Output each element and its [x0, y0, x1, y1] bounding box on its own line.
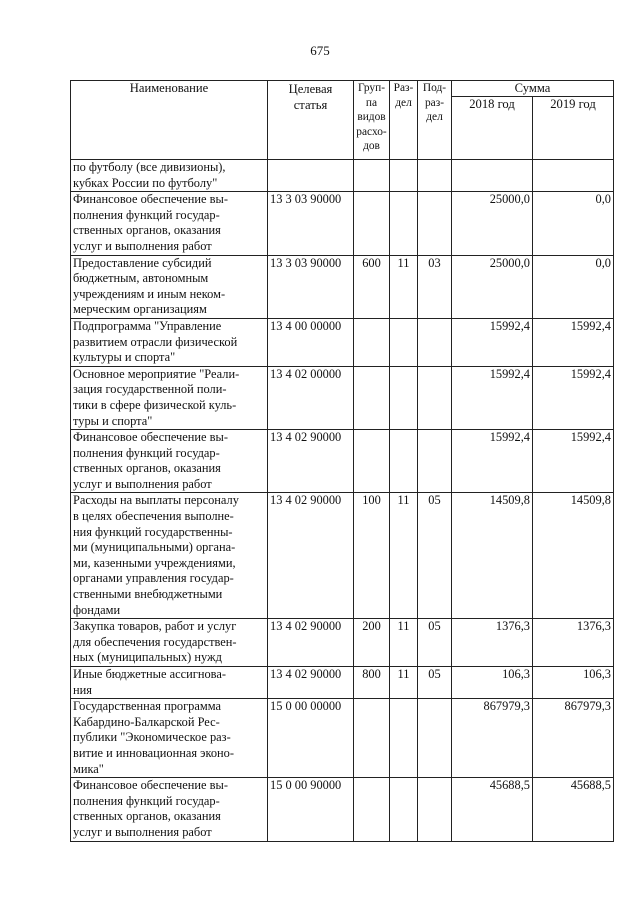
row-name-line: по футболу (все дивизионы), [73, 160, 226, 174]
row-sum-2019: 867979,3 [533, 699, 614, 778]
row-name-line: Финансовое обеспечение вы- [73, 192, 228, 207]
row-name-line: ми, казенными учреждениями, [73, 555, 236, 570]
row-target-code: 15 0 00 00000 [268, 699, 354, 778]
row-sum-2018: 867979,3 [452, 699, 533, 778]
row-sum-2018: 15992,4 [452, 318, 533, 366]
header-name: Наименование [71, 81, 268, 160]
row-expense-group: 800 [354, 667, 390, 699]
row-section [390, 192, 418, 255]
row-subsection: 03 [418, 255, 452, 318]
table-row [71, 366, 614, 429]
table-row [71, 699, 614, 778]
row-sum-2019 [533, 160, 614, 192]
row-expense-group [354, 778, 390, 841]
row-name-line: органами управления государ- [73, 571, 234, 586]
row-expense-group [354, 160, 390, 192]
row-sum-2019: 0,0 [533, 192, 614, 255]
row-name-line: Расходы на выплаты персоналу [73, 493, 239, 508]
row-name [71, 667, 268, 699]
row-name-line: Кабардино-Балкарской Рес- [73, 714, 220, 729]
row-name-line: ных (муниципальных) нужд [73, 650, 222, 665]
row-target-code: 13 4 02 00000 [268, 366, 354, 429]
row-name-line: Государственная программа [73, 699, 221, 714]
row-expense-group: 600 [354, 255, 390, 318]
row-expense-group [354, 430, 390, 493]
row-name-line: бюджетным, автономным [73, 271, 209, 286]
row-name [71, 699, 268, 778]
row-name [71, 778, 268, 841]
row-subsection: 05 [418, 493, 452, 619]
row-name-line: ния [73, 682, 92, 697]
row-name [71, 493, 268, 619]
row-target-code: 13 4 02 90000 [268, 619, 354, 667]
row-name-line: публики "Экономическое раз- [73, 730, 231, 745]
row-subsection [418, 192, 452, 255]
row-name-line: Финансовое обеспечение вы- [73, 430, 228, 445]
row-name-line: Иные бюджетные ассигнова- [73, 667, 226, 681]
header-year-2019: 2019 год [533, 97, 614, 160]
row-name-line: витие и инновационная эконо- [73, 745, 234, 760]
row-sum-2019: 1376,3 [533, 619, 614, 667]
row-sum-2018: 1376,3 [452, 619, 533, 667]
row-sum-2019: 15992,4 [533, 430, 614, 493]
table-row [71, 318, 614, 366]
row-section: 11 [390, 255, 418, 318]
row-section: 11 [390, 619, 418, 667]
row-name-line: ми (муниципальными) органа- [73, 540, 236, 555]
row-expense-group [354, 699, 390, 778]
header-year-2018: 2018 год [452, 97, 533, 160]
row-sum-2018: 25000,0 [452, 192, 533, 255]
row-name-line: ственных органов, оказания [73, 223, 221, 238]
row-sum-2019: 14509,8 [533, 493, 614, 619]
header-target: Целевая статья [268, 81, 354, 160]
row-section: 11 [390, 493, 418, 619]
row-name-line: фондами [73, 602, 121, 617]
row-name-line: туры и спорта" [73, 413, 153, 428]
page-number: 675 [310, 43, 330, 58]
row-expense-group: 100 [354, 493, 390, 619]
row-name-line: ния функций государственны- [73, 524, 233, 539]
row-subsection: 05 [418, 667, 452, 699]
row-name-line: ственных органов, оказания [73, 461, 221, 476]
row-name [71, 430, 268, 493]
row-name-line: кубках России по футболу" [73, 175, 218, 190]
header-subsection: Под- раз- дел [418, 81, 452, 160]
row-section [390, 366, 418, 429]
table-row [71, 778, 614, 841]
budget-table [70, 80, 614, 842]
row-sum-2018: 106,3 [452, 667, 533, 699]
row-name-line: культуры и спорта" [73, 350, 176, 365]
row-subsection [418, 318, 452, 366]
row-sum-2018: 15992,4 [452, 430, 533, 493]
row-name-line: мика" [73, 761, 104, 776]
header-sum: Сумма [452, 81, 614, 97]
row-target-code: 13 4 02 90000 [268, 667, 354, 699]
row-name-line: мерческим организациям [73, 302, 207, 317]
row-target-code: 13 4 02 90000 [268, 430, 354, 493]
table-row [71, 667, 614, 699]
row-sum-2018: 14509,8 [452, 493, 533, 619]
row-section [390, 430, 418, 493]
row-target-code [268, 160, 354, 192]
row-subsection [418, 366, 452, 429]
row-sum-2018: 45688,5 [452, 778, 533, 841]
table-body [71, 160, 614, 842]
row-name [71, 318, 268, 366]
row-name [71, 192, 268, 255]
header-expense-group: Груп- па видов расхо- дов [354, 81, 390, 160]
row-name-line: развитием отрасли физической [73, 334, 238, 349]
row-name-line: Финансовое обеспечение вы- [73, 778, 228, 793]
row-sum-2018: 15992,4 [452, 366, 533, 429]
header-section: Раз- дел [390, 81, 418, 160]
row-name-line: тики в сфере физической куль- [73, 397, 237, 412]
row-expense-group [354, 192, 390, 255]
row-subsection: 05 [418, 619, 452, 667]
row-name [71, 366, 268, 429]
row-name-line: полнения функций государ- [73, 445, 220, 460]
row-sum-2018: 25000,0 [452, 255, 533, 318]
row-target-code: 13 4 00 00000 [268, 318, 354, 366]
row-target-code: 13 3 03 90000 [268, 255, 354, 318]
row-name-line: для обеспечения государствен- [73, 634, 237, 649]
row-name [71, 619, 268, 667]
row-name-line: полнения функций государ- [73, 207, 220, 222]
row-sum-2019: 45688,5 [533, 778, 614, 841]
row-name-line: услуг и выполнения работ [73, 476, 212, 491]
row-expense-group [354, 366, 390, 429]
row-section: 11 [390, 667, 418, 699]
row-name [71, 160, 268, 192]
row-section [390, 160, 418, 192]
row-sum-2019: 15992,4 [533, 318, 614, 366]
table-row [71, 493, 614, 619]
row-name-line: ственными внебюджетными [73, 587, 223, 602]
row-name-line: услуг и выполнения работ [73, 824, 212, 839]
row-sum-2019: 0,0 [533, 255, 614, 318]
row-target-code: 15 0 00 90000 [268, 778, 354, 841]
row-name [71, 255, 268, 318]
row-expense-group: 200 [354, 619, 390, 667]
row-name-line: услуг и выполнения работ [73, 238, 212, 253]
row-sum-2019: 106,3 [533, 667, 614, 699]
row-name-line: в целях обеспечения выполне- [73, 509, 234, 524]
row-name-line: зация государственной поли- [73, 382, 227, 397]
row-name-line: учреждениям и иным неком- [73, 286, 226, 301]
row-section [390, 778, 418, 841]
row-name-line: Предоставление субсидий [73, 255, 212, 270]
row-section [390, 699, 418, 778]
table-row [71, 192, 614, 255]
table-row [71, 160, 614, 192]
row-name-line: полнения функций государ- [73, 793, 220, 808]
row-sum-2018 [452, 160, 533, 192]
row-name-line: Основное мероприятие "Реали- [73, 366, 240, 381]
row-section [390, 318, 418, 366]
row-target-code: 13 4 02 90000 [268, 493, 354, 619]
row-expense-group [354, 318, 390, 366]
table-row [71, 430, 614, 493]
row-name-line: ственных органов, оказания [73, 809, 221, 824]
table-row [71, 255, 614, 318]
row-name-line: Подпрограмма "Управление [73, 318, 222, 333]
row-name-line: Закупка товаров, работ и услуг [73, 619, 237, 634]
row-subsection [418, 699, 452, 778]
table-row [71, 619, 614, 667]
row-subsection [418, 160, 452, 192]
row-subsection [418, 778, 452, 841]
row-target-code: 13 3 03 90000 [268, 192, 354, 255]
row-sum-2019: 15992,4 [533, 366, 614, 429]
row-subsection [418, 430, 452, 493]
